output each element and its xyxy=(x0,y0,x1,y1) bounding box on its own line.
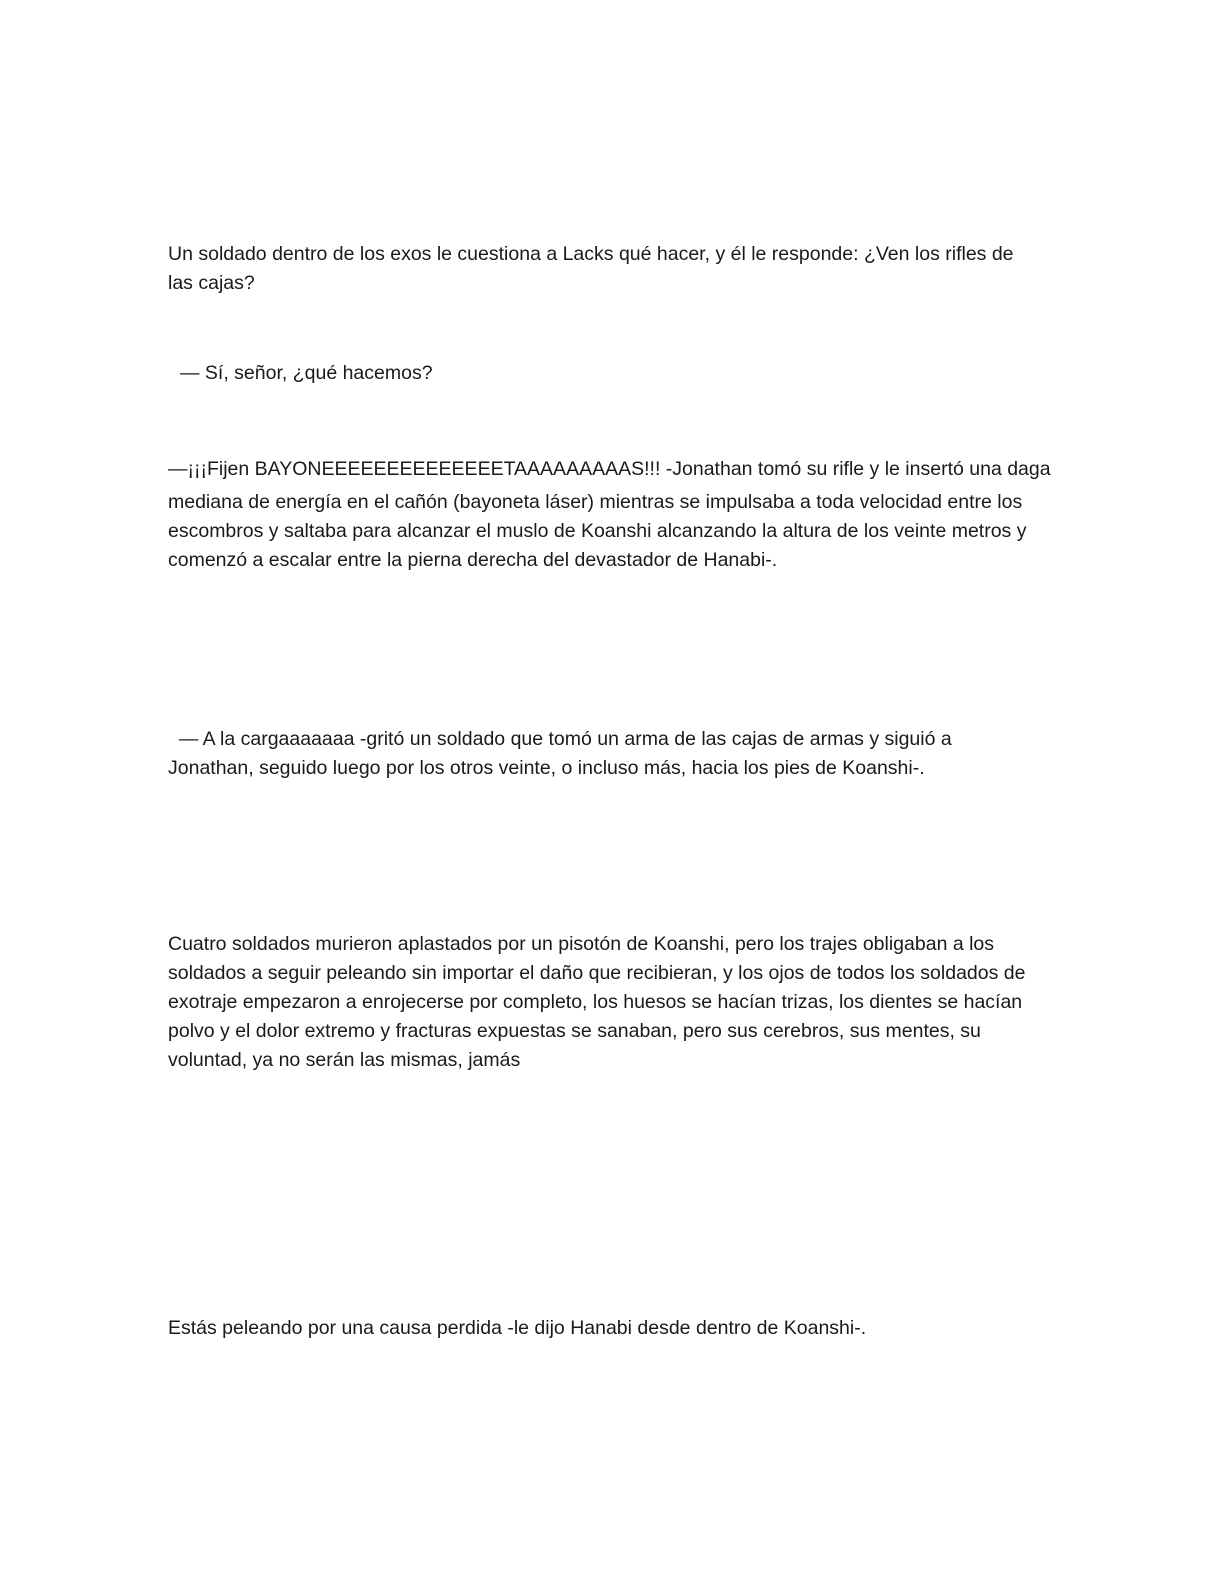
text-line: soldados a seguir peleando sin importar el daño que recibieran, y los ojos de todos los soldados de xyxy=(168,962,1026,984)
paragraph-2 xyxy=(180,359,1060,388)
text-line: Jonathan, seguido luego por los otros veinte, o incluso más, hacia los pies de Koanshi-. xyxy=(168,757,925,779)
text-line: escombros y saltaba para alcanzar el muslo de Koanshi alcanzando la altura de los veinte metros y xyxy=(168,520,1027,542)
text-line: —¡¡¡Fijen BAYONEEEEEEEEEEEEEETAAAAAAAAAS!!! -Jonathan tomó su rifle y le insertó una daga xyxy=(168,458,1051,480)
paragraph-4 xyxy=(168,725,1048,783)
text-line: exotraje empezaron a enrojecerse por completo, los huesos se hacían trizas, los dientes se hacían xyxy=(168,991,1023,1013)
text-line: comenzó a escalar entre la pierna derecha del devastador de Hanabi-. xyxy=(168,549,778,571)
text-line: — Sí, señor, ¿qué hacemos? xyxy=(180,362,433,384)
text-line: mediana de energía en el cañón (bayoneta láser) mientras se impulsaba a toda velocidad entre los xyxy=(168,491,1023,513)
text-line: — A la cargaaaaaaa -gritó un soldado que tomó un arma de las cajas de armas y siguió a xyxy=(168,728,952,750)
text-line: voluntad, ya no serán las mismas, jamás xyxy=(168,1049,521,1071)
paragraph-5 xyxy=(168,930,1048,1075)
paragraph-1 xyxy=(168,240,1048,298)
paragraph-6 xyxy=(168,1314,1048,1343)
text-line: Estás peleando por una causa perdida -le dijo Hanabi desde dentro de Koanshi-. xyxy=(168,1317,867,1339)
paragraph-3 xyxy=(168,455,1051,575)
text-line: Un soldado dentro de los exos le cuestiona a Lacks qué hacer, y él le responde: ¿Ven los rifles de xyxy=(168,243,1014,265)
text-line: polvo y el dolor extremo y fracturas expuestas se sanaban, pero sus cerebros, sus mentes, su xyxy=(168,1020,981,1042)
text-line: Cuatro soldados murieron aplastados por un pisotón de Koanshi, pero los trajes obligaban a los xyxy=(168,933,995,955)
text-line: las cajas? xyxy=(168,272,255,294)
